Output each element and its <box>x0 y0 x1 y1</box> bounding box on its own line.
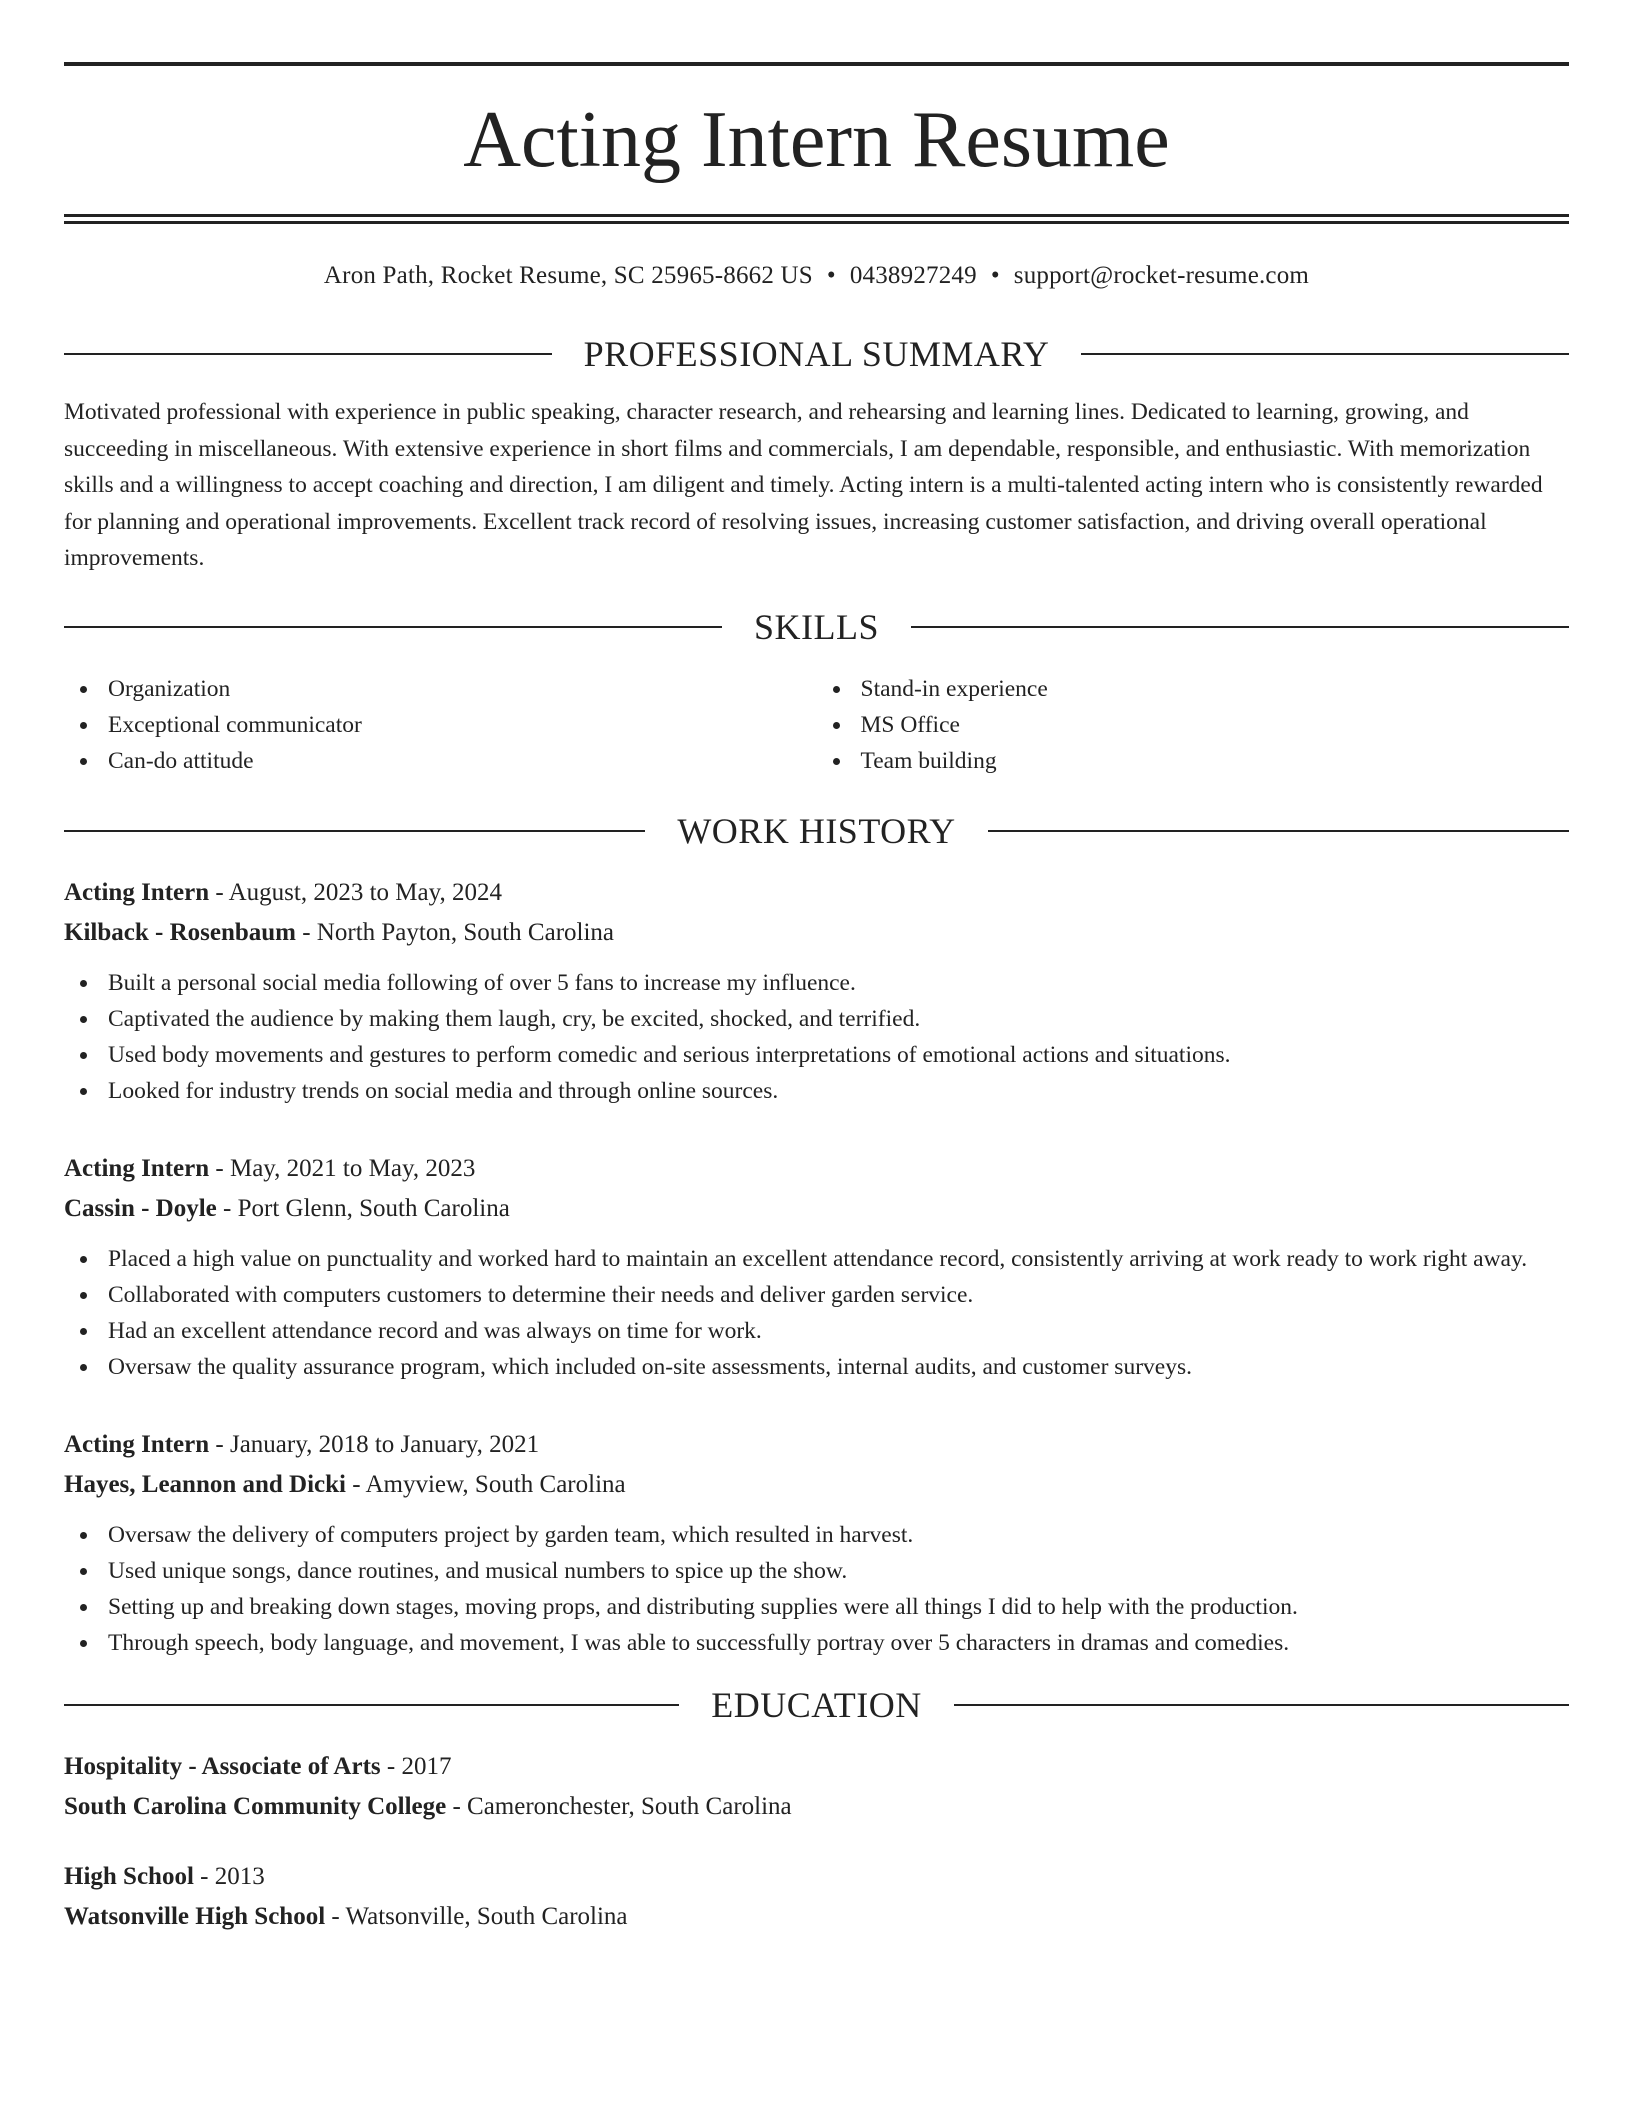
skills-list <box>64 671 1569 779</box>
heading-rule <box>988 830 1569 832</box>
job-location: - Amyview, South Carolina <box>346 1470 626 1498</box>
job-bullet: Placed a high value on punctuality and worked hard to maintain an excellent attendance record, consistently arriving at work ready to work right away. <box>64 1241 1569 1277</box>
job-bullet: Oversaw the quality assurance program, which included on-site assessments, internal audits, and customer surveys. <box>64 1349 1569 1385</box>
skills-heading-label: SKILLS <box>754 606 880 647</box>
job-bullet: Setting up and breaking down stages, moving props, and distributing supplies were all things I did to help with the production. <box>64 1589 1569 1625</box>
job-title-line <box>64 1425 1569 1465</box>
heading-rule <box>64 830 645 832</box>
education-location: - Watsonville, South Carolina <box>325 1902 628 1930</box>
job-dates: - August, 2023 to May, 2024 <box>209 878 502 906</box>
job-dates: - May, 2021 to May, 2023 <box>209 1154 476 1182</box>
contact-address: Aron Path, Rocket Resume, SC 25965-8662 US <box>323 262 813 289</box>
skill-item: Team building <box>817 743 1570 779</box>
heading-rule <box>64 353 552 355</box>
job-title: Acting Intern <box>64 1430 210 1458</box>
job-title-line <box>64 1149 1569 1189</box>
job-company: Kilback - Rosenbaum <box>64 918 296 946</box>
work-heading <box>64 809 1569 853</box>
job-bullets <box>64 1241 1569 1385</box>
heading-rule <box>954 1704 1569 1706</box>
job-company: Cassin - Doyle <box>64 1194 217 1222</box>
job-bullet: Oversaw the delivery of computers project by garden team, which resulted in harvest. <box>64 1517 1569 1553</box>
heading-rule <box>64 1704 679 1706</box>
education-entry <box>64 1747 1569 1827</box>
summary-text: Motivated professional with experience in public speaking, character research, and rehearsing and learning lines. Dedicated to learning, growing, and succeeding in miscellaneous. With extensive experience in short films and commercials, I am dependable, responsible, and enthusiastic. With memorization skills and a willingness to accept coaching and direction, I am diligent and timely. Acting intern is a multi-talented acting intern who is consistently rewarded for planning and operational improvements. Excellent track record of resolving issues, increasing customer satisfaction, and driving overall operational improvements. <box>64 399 1543 571</box>
education-degree: High School <box>64 1862 194 1890</box>
job-company-line <box>64 1189 1569 1229</box>
education-heading <box>64 1683 1569 1727</box>
education-degree-line <box>64 1857 1569 1897</box>
education-school: Watsonville High School <box>64 1902 326 1930</box>
contact-phone: 0438927249 <box>849 262 977 289</box>
job-title: Acting Intern <box>64 1154 210 1182</box>
job-company: Hayes, Leannon and Dicki <box>64 1470 347 1498</box>
skill-item: MS Office <box>817 707 1570 743</box>
job-dates: - January, 2018 to January, 2021 <box>209 1430 540 1458</box>
job-entry <box>64 873 1569 1109</box>
job-bullet: Used unique songs, dance routines, and musical numbers to spice up the show. <box>64 1553 1569 1589</box>
education-degree: Hospitality - Associate of Arts <box>64 1752 381 1780</box>
education-entry <box>64 1857 1569 1937</box>
skill-item: Exceptional communicator <box>64 707 817 743</box>
job-bullets <box>64 965 1569 1109</box>
job-bullets <box>64 1517 1569 1661</box>
heading-rule <box>1081 353 1569 355</box>
work-heading-label: WORK HISTORY <box>677 810 956 851</box>
summary-heading <box>64 332 1569 376</box>
job-bullet: Looked for industry trends on social media and through online sources. <box>64 1073 1569 1109</box>
job-bullet: Had an excellent attendance record and was always on time for work. <box>64 1313 1569 1349</box>
job-title-line <box>64 873 1569 913</box>
skills-column-left <box>64 671 817 779</box>
summary-heading-label: PROFESSIONAL SUMMARY <box>583 334 1050 374</box>
job-company-line <box>64 913 1569 953</box>
job-entry <box>64 1425 1569 1661</box>
title-double-rule <box>64 214 1569 224</box>
education-year: - 2013 <box>193 1862 265 1890</box>
job-entry <box>64 1149 1569 1385</box>
contact-email: support@rocket-resume.com <box>1013 262 1310 289</box>
heading-rule <box>64 626 722 628</box>
education-degree-line <box>64 1747 1569 1787</box>
top-rule <box>64 62 1569 66</box>
contact-line <box>64 260 1569 292</box>
education-school-line <box>64 1787 1569 1827</box>
skill-item: Stand-in experience <box>817 671 1570 707</box>
education-school-line <box>64 1897 1569 1937</box>
education-location: - Cameronchester, South Carolina <box>446 1792 792 1820</box>
skill-item: Organization <box>64 671 817 707</box>
skills-column-right <box>817 671 1570 779</box>
skills-heading <box>64 605 1569 649</box>
job-bullet: Through speech, body language, and movement, I was able to successfully portray over 5 characters in dramas and comedies. <box>64 1625 1569 1661</box>
page-title: Acting Intern Resume <box>463 96 1170 184</box>
skill-item: Can-do attitude <box>64 743 817 779</box>
education-heading-label: EDUCATION <box>711 1684 922 1725</box>
job-location: - North Payton, South Carolina <box>295 918 615 946</box>
job-title: Acting Intern <box>64 878 210 906</box>
contact-separator: • <box>826 262 836 289</box>
job-bullet: Collaborated with computers customers to determine their needs and deliver garden service. <box>64 1277 1569 1313</box>
contact-separator: • <box>990 262 1000 289</box>
job-bullet: Built a personal social media following of over 5 fans to increase my influence. <box>64 965 1569 1001</box>
job-company-line <box>64 1465 1569 1505</box>
heading-rule <box>911 626 1569 628</box>
job-bullet: Used body movements and gestures to perform comedic and serious interpretations of emotional actions and situations. <box>64 1037 1569 1073</box>
job-location: - Port Glenn, South Carolina <box>216 1194 510 1222</box>
education-year: - 2017 <box>380 1752 452 1780</box>
job-bullet: Captivated the audience by making them laugh, cry, be excited, shocked, and terrified. <box>64 1001 1569 1037</box>
education-school: South Carolina Community College <box>64 1792 447 1820</box>
